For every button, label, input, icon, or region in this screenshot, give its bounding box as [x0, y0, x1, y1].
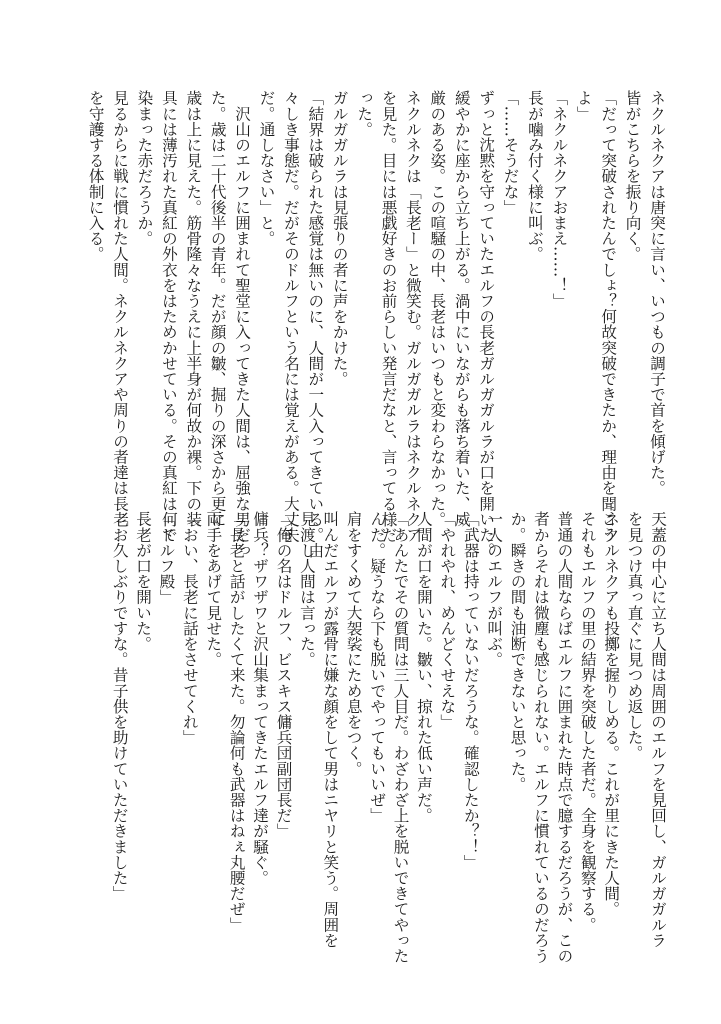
text-line: ガルガガルラは見張りの者に声をかけた。: [330, 90, 349, 387]
text-line: んだ。疑うなら下も脱いでやってもいいぜ」: [368, 511, 387, 823]
text-line: か。瞬きの間も油断できないと思った。: [508, 511, 527, 792]
text-line: 染まった赤だろうか。: [135, 90, 154, 246]
text-line: 「だって突破されたんでしょ？何故突破できたか、理由を聞こう: [599, 90, 618, 543]
text-line: った。: [355, 90, 374, 137]
text-line: 沢山のエルフに囲まれて聖堂に入ってきた人間は、屈強な男だっ: [233, 90, 252, 558]
text-line: 長老が口を開いた。: [134, 511, 153, 652]
text-line: 見渡し人間は言った。: [297, 511, 316, 667]
text-line: 「俺の名はドルフ、ビスキス傭兵団副団長だ」: [274, 511, 293, 839]
text-line: 肩をすくめて大袈裟にため息をつく。: [344, 511, 363, 777]
text-line: 長が噛み付く様に叫ぶ。: [525, 90, 544, 262]
text-line: 一人のエルフが叫ぶ。: [485, 511, 504, 667]
text-line: を見つけ真っ直ぐに見つめ返した。: [625, 511, 644, 761]
text-line: 々しき事態だ。だがそのドルフという名には覚えがある。大丈夫: [281, 90, 300, 543]
text-line: 皆がこちらを振り向く。: [623, 90, 642, 262]
text-line: 「あんたでその質問は三人目だ。わざわざ上を脱いできてやった: [391, 511, 410, 964]
text-line: 緩やかに座から立ち上がる。渦中にいながらも落ち着いた、威: [452, 90, 471, 527]
text-line: 「武器は持っていないだろうな。確認したか？！」: [461, 511, 480, 870]
text-line: た。歳は二十代後半の青年。だが顔の皺、掘りの深さから更に: [208, 90, 227, 527]
text-line: 者からそれは微塵も感じられない。エルフに慣れているのだろう: [531, 511, 550, 964]
text-line: 具には薄汚れた真紅の外衣をはためかせている。その真紅は何で: [159, 90, 178, 543]
text-line: 「ドルフ殿」: [157, 511, 176, 605]
text-line: それもエルフの里の結界を突破した者だ。全身を観察する。: [578, 511, 597, 933]
text-line: 厳のある姿。この喧騒の中、長老はいつもと変わらなかった。: [428, 90, 447, 527]
text-line: 「おい、長老に話をさせてくれ」: [180, 511, 199, 745]
text-block-bottom: [107, 511, 669, 964]
text-line: 「お久しぶりですな。昔子供を助けていただきました」: [110, 511, 129, 901]
text-line: ネクルネクは「長老ー」と微笑む。ガルガガルラはネクルネクア: [403, 90, 422, 543]
text-line: 「やれやれ、めんどくせえな」: [438, 511, 457, 730]
text-line: を守護する体制に入る。: [86, 90, 105, 262]
text-line: ずっと沈黙を守っていたエルフの長老ガルガガルラが口を開いた。: [477, 90, 496, 558]
text-line: だ。通しなさい」と。: [257, 90, 276, 246]
text-line: 傭兵？ザワザワと沢山集まってきたエルフ達が騒ぐ。: [251, 511, 270, 886]
text-line: 「……そうだな」: [501, 90, 520, 215]
text-line: 人間が口を開いた。皺い、掠れた低い声だ。: [414, 511, 433, 823]
text-line: ネクルネクアは唐突に言い、いつもの調子で首を傾げた。: [648, 90, 666, 496]
text-line: 見るからに戦に慣れた人間。ネクルネクアや周りの者達は長老: [111, 90, 130, 527]
text-line: 叫んだエルフが露骨に嫌な顔をして男はニヤリと笑う。周囲を: [321, 511, 340, 948]
text-line: ネクルネクアも投擲を握りしめる。これが里にきた人間。: [602, 511, 621, 917]
text-line: 「結界は破られた感覚は無いのに、人間が一人入ってきている。由: [306, 90, 325, 558]
text-line: 両手をあげて見せた。: [204, 511, 223, 667]
text-line: 歳は上に見えた。筋骨隆々なうえに上半身が何故か裸。下の装: [184, 90, 203, 527]
text-line: 「長老と話がしたくて来た。勿論何も武器はねぇ丸腰だぜ」: [227, 511, 246, 933]
text-line: 「ネクルネクアおまえ……！」: [550, 90, 569, 309]
text-line: 普通の人間ならばエルフに囲まれた時点で臆するだろうが、この: [555, 511, 574, 964]
text-line: 天蓋の中心に立ち人間は周囲のエルフを見回し、ガルガガルラ: [649, 511, 667, 948]
text-line: よ」: [574, 90, 593, 122]
text-line: を見た。目には悪戯好きのお前らしい発言だなと、言ってる様だ: [379, 90, 398, 543]
